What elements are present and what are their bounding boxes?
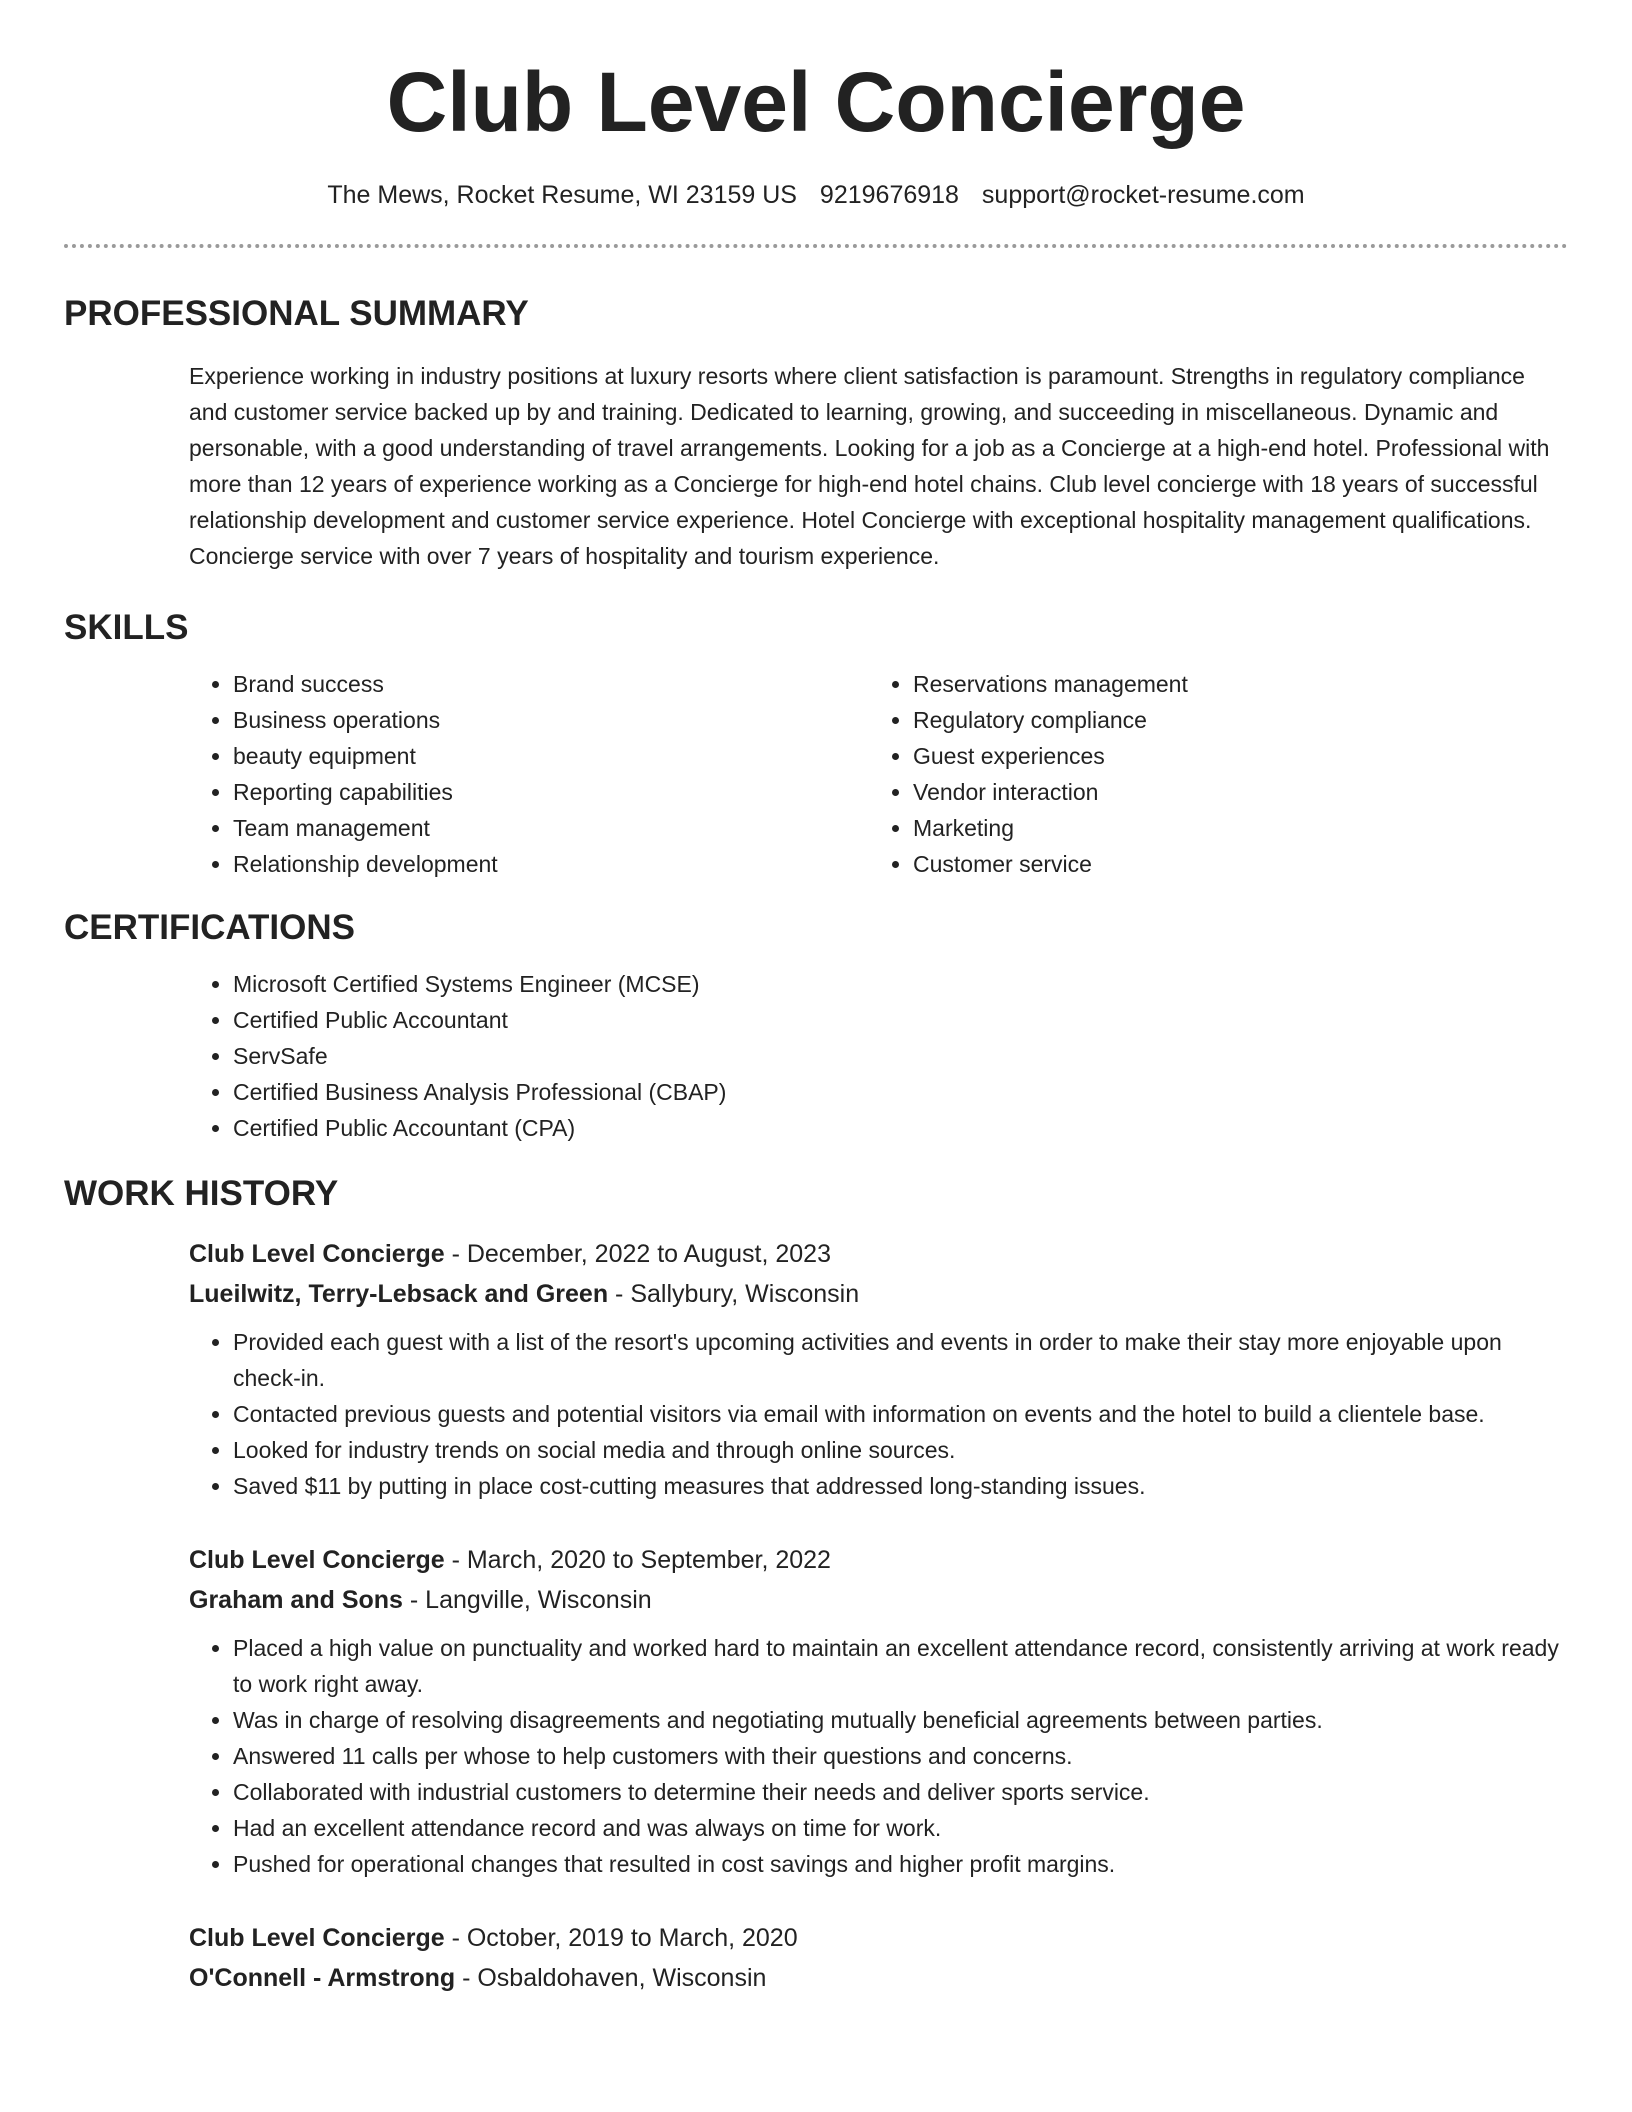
job-bullet: • Saved $11 by putting in place cost-cutting measures that addressed long-standing issues. (233, 1468, 1568, 1504)
work-history-heading: WORK HISTORY (64, 1173, 339, 1213)
job-entry (189, 1918, 1568, 1998)
skill-item: • Guest experiences (913, 738, 1549, 774)
certification-item: • Certified Public Accountant (233, 1002, 1568, 1038)
contact-line (64, 181, 1568, 210)
skills-list-left (189, 666, 869, 882)
job-bullets (189, 1324, 1568, 1504)
job-bullet: • Collaborated with industrial customers to determine their needs and deliver sports service. (233, 1774, 1568, 1810)
work-history-section (189, 1234, 1568, 1998)
certification-item: • Microsoft Certified Systems Engineer (MCSE) (233, 966, 1568, 1002)
contact-phone: 9219676918 (819, 180, 959, 209)
certifications-list (189, 966, 1568, 1146)
skill-item: • Reporting capabilities (233, 774, 869, 810)
skills-list-right (869, 666, 1549, 882)
job-title-line (189, 1540, 1568, 1580)
job-entry (189, 1234, 1568, 1504)
job-bullets (189, 1630, 1568, 1882)
job-location: - Langville, Wisconsin (402, 1585, 652, 1614)
job-dates: - March, 2020 to September, 2022 (444, 1545, 831, 1574)
header-divider (64, 244, 1568, 248)
job-bullet: • Contacted previous guests and potential visitors via email with information on events and the hotel to build a clientele base. (233, 1396, 1568, 1432)
job-title-line (189, 1234, 1568, 1274)
job-location: - Osbaldohaven, Wisconsin (455, 1963, 767, 1992)
skill-item: • Regulatory compliance (913, 702, 1549, 738)
skill-item: • Vendor interaction (913, 774, 1549, 810)
job-bullet: • Pushed for operational changes that resulted in cost savings and higher profit margins. (233, 1846, 1568, 1882)
contact-address: The Mews, Rocket Resume, WI 23159 US (327, 180, 797, 209)
job-location: - Sallybury, Wisconsin (608, 1279, 860, 1308)
certification-item: • ServSafe (233, 1038, 1568, 1074)
skill-item: • beauty equipment (233, 738, 869, 774)
job-bullet: • Was in charge of resolving disagreements and negotiating mutually beneficial agreements between parties. (233, 1702, 1568, 1738)
certifications-heading: CERTIFICATIONS (64, 907, 356, 947)
skill-item: • Reservations management (913, 666, 1549, 702)
skill-item: • Marketing (913, 810, 1549, 846)
summary-text: Experience working in industry positions at luxury resorts where client satisfaction is paramount. Strengths in regulatory compliance and customer service backed up by and training. Dedicated to learning, growing, and succeeding in miscellaneous. Dynamic and personable, with a good understanding of travel arrangements. Looking for a job as a Concierge at a high-end hotel. Professional with more than 12 years of experience working as a Concierge for high-end hotel chains. Club level concierge with 18 years of successful relationship development and customer service experience. Hotel Concierge with exceptional hospitality management qualifications. Concierge service with over 7 years of hospitality and tourism experience. (189, 362, 1550, 569)
job-entry (189, 1540, 1568, 1882)
skills-heading: SKILLS (64, 607, 189, 647)
job-company-line (189, 1580, 1568, 1620)
certification-item: • Certified Business Analysis Professional (CBAP) (233, 1074, 1568, 1110)
job-company: Lueilwitz, Terry-Lebsack and Green (189, 1279, 609, 1308)
job-role: Club Level Concierge (189, 1923, 445, 1952)
skills-grid (189, 666, 1568, 882)
skill-item: • Brand success (233, 666, 869, 702)
contact-email: support@rocket-resume.com (981, 180, 1305, 209)
job-title-line (189, 1918, 1568, 1958)
job-bullet: • Placed a high value on punctuality and worked hard to maintain an excellent attendance record, consistently arriving at work ready to work right away. (233, 1630, 1568, 1702)
job-bullet: • Looked for industry trends on social media and through online sources. (233, 1432, 1568, 1468)
job-dates: - December, 2022 to August, 2023 (444, 1239, 831, 1268)
skill-item: • Customer service (913, 846, 1549, 882)
skill-item: • Team management (233, 810, 869, 846)
job-company: Graham and Sons (189, 1585, 403, 1614)
certifications-section (189, 966, 1568, 1146)
job-dates: - October, 2019 to March, 2020 (444, 1923, 798, 1952)
job-company-line (189, 1958, 1568, 1998)
job-bullet: • Had an excellent attendance record and was always on time for work. (233, 1810, 1568, 1846)
page-title: Club Level Concierge (386, 55, 1246, 149)
skill-item: • Business operations (233, 702, 869, 738)
job-company: O'Connell - Armstrong (189, 1963, 456, 1992)
certification-item: • Certified Public Accountant (CPA) (233, 1110, 1568, 1146)
skill-item: • Relationship development (233, 846, 869, 882)
job-bullet: • Answered 11 calls per whose to help customers with their questions and concerns. (233, 1738, 1568, 1774)
job-role: Club Level Concierge (189, 1545, 445, 1574)
job-bullet: • Provided each guest with a list of the resort's upcoming activities and events in order to make their stay more enjoyable upon check-in. (233, 1324, 1568, 1396)
job-role: Club Level Concierge (189, 1239, 445, 1268)
summary-heading: PROFESSIONAL SUMMARY (64, 293, 529, 333)
job-company-line (189, 1274, 1568, 1314)
